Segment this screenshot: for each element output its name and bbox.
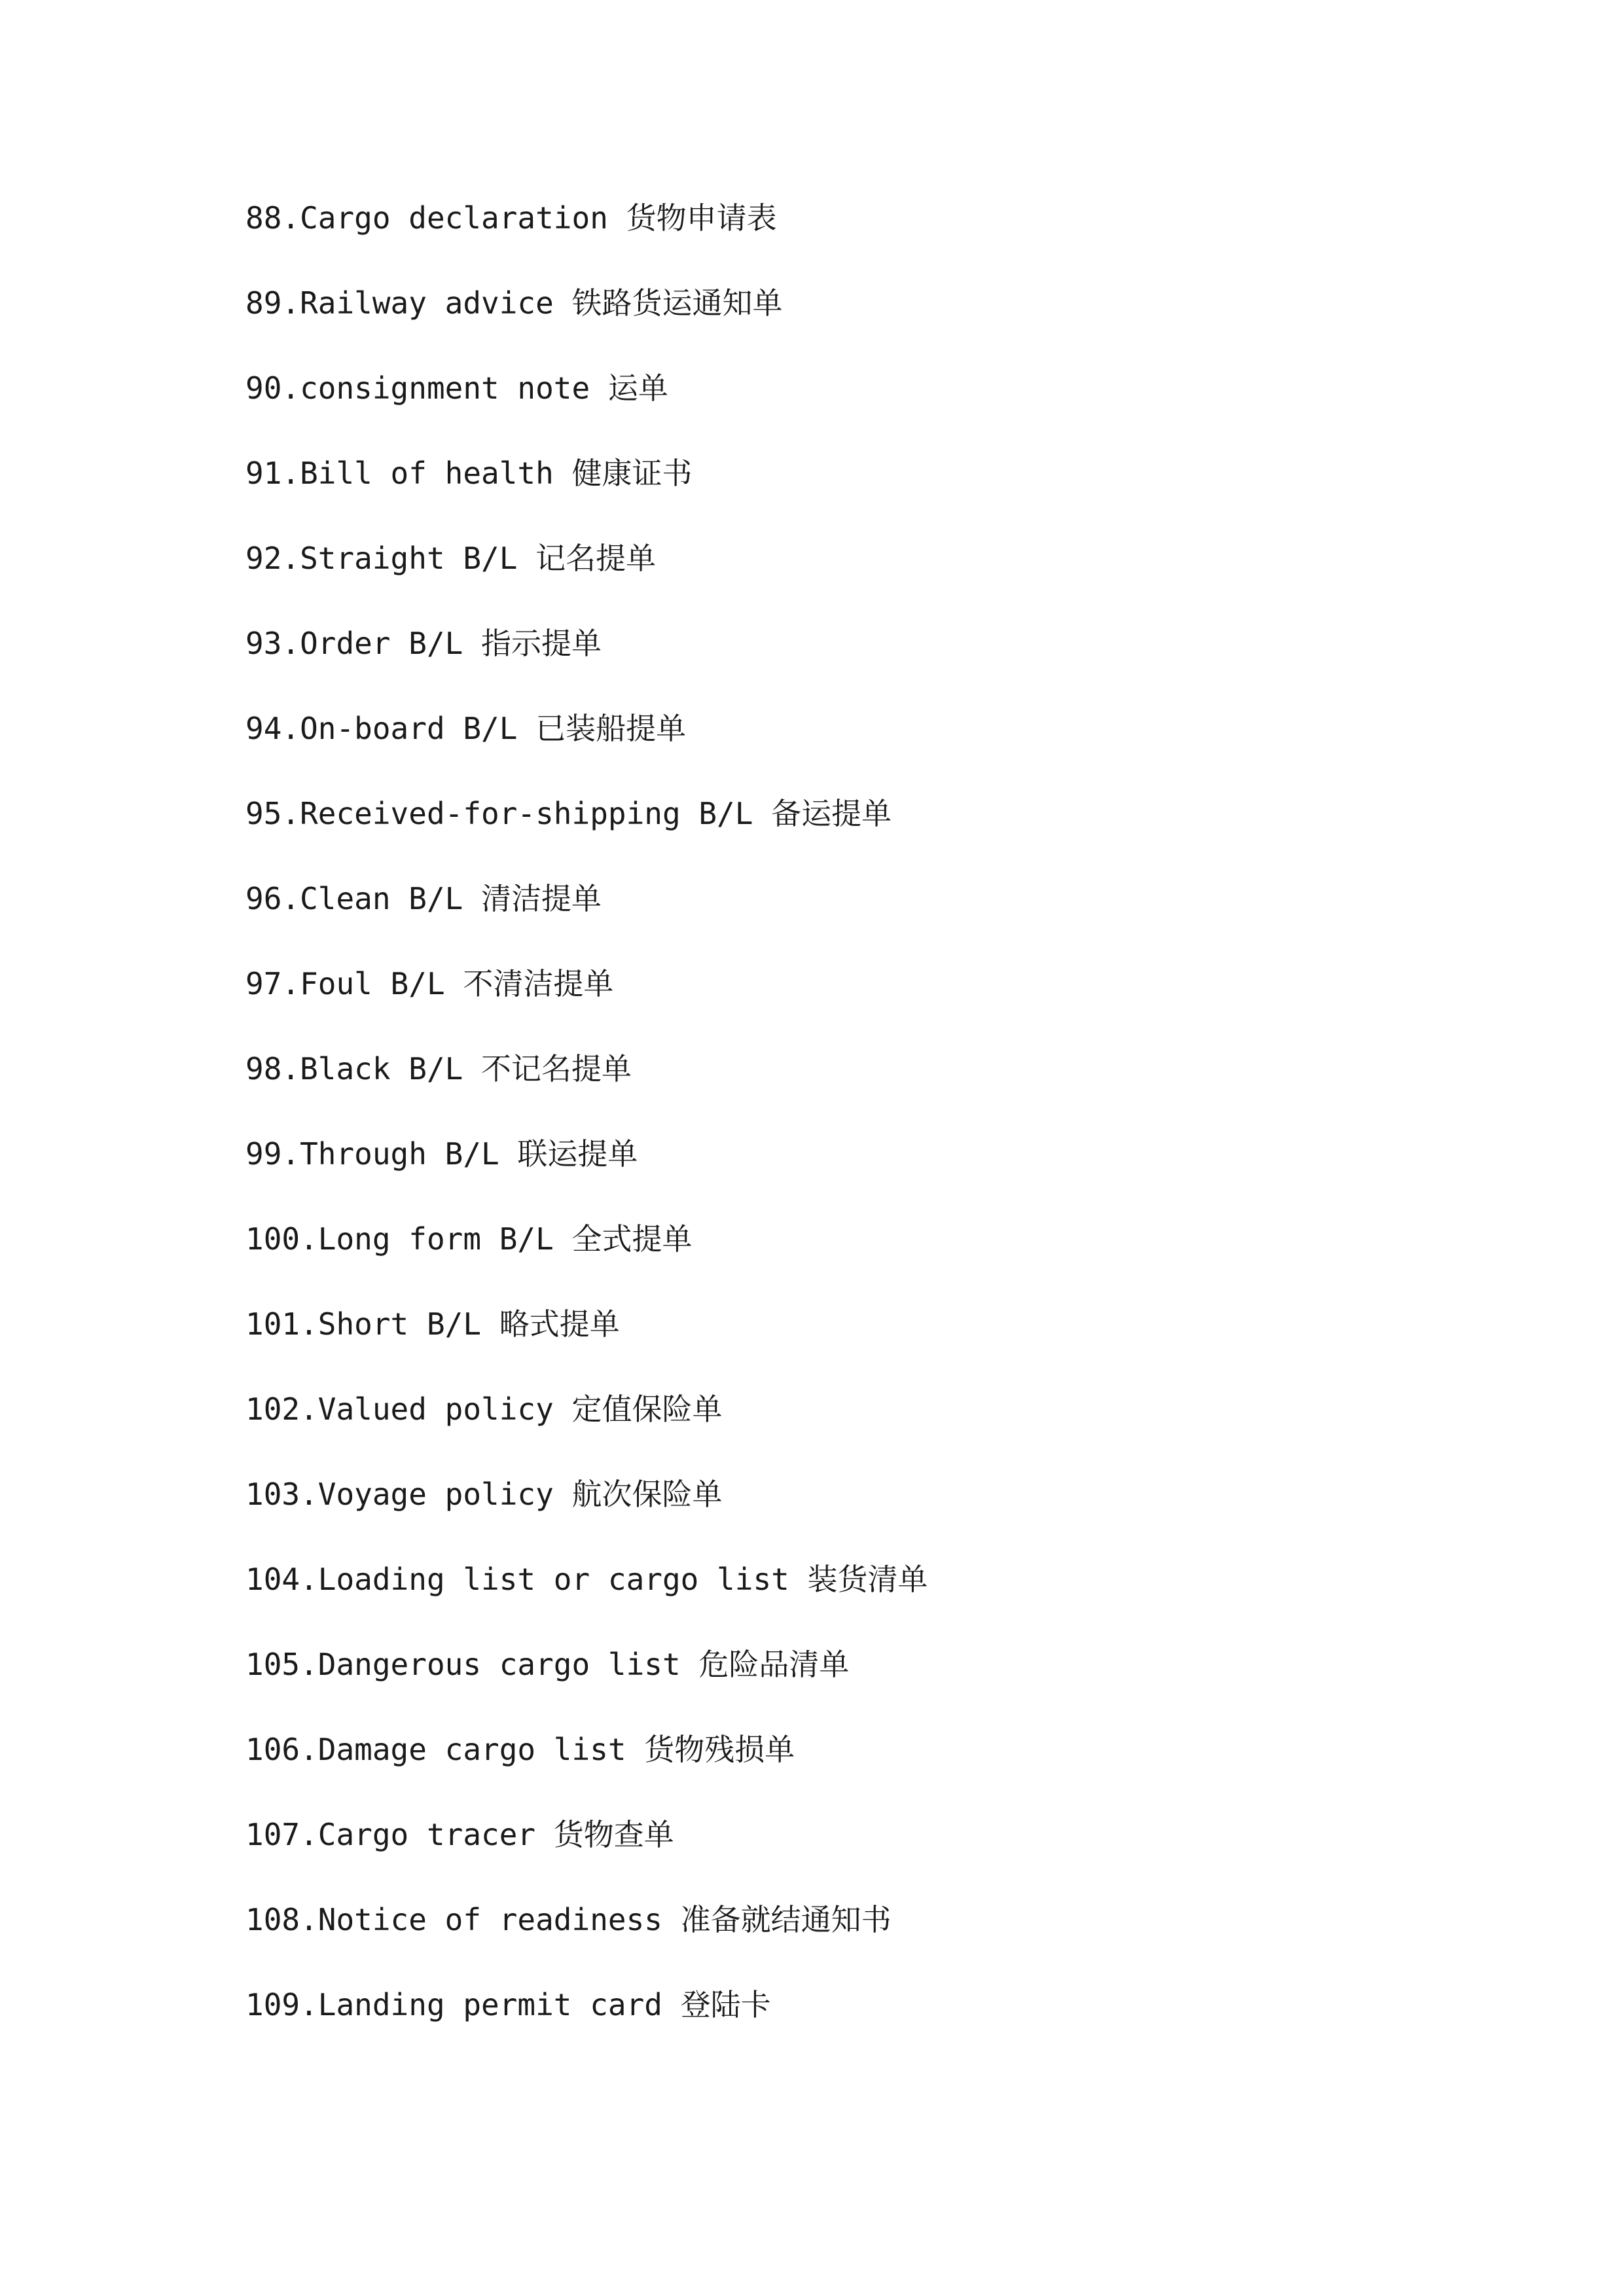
glossary-item: 106.Damage cargo list 货物残损单 — [245, 1732, 795, 1767]
glossary-item: 88.Cargo declaration 货物申请表 — [245, 200, 777, 236]
glossary-item: 107.Cargo tracer 货物查单 — [245, 1817, 674, 1852]
glossary-item: 105.Dangerous cargo list 危险品清单 — [245, 1647, 850, 1682]
glossary-item: 89.Railway advice 铁路货运通知单 — [245, 285, 783, 321]
glossary-list — [245, 195, 928, 2067]
glossary-item: 96.Clean B/L 清洁提单 — [245, 881, 602, 916]
glossary-item: 101.Short B/L 略式提单 — [245, 1306, 620, 1342]
glossary-item: 100.Long form B/L 全式提单 — [245, 1221, 693, 1257]
glossary-item: 94.On-board B/L 已装船提单 — [245, 711, 687, 746]
glossary-item: 92.Straight B/L 记名提单 — [245, 541, 657, 576]
glossary-item: 102.Valued policy 定值保险单 — [245, 1391, 723, 1427]
glossary-item: 108.Notice of readiness 准备就结通知书 — [245, 1902, 892, 1937]
glossary-item: 103.Voyage policy 航次保险单 — [245, 1477, 723, 1512]
glossary-item: 90.consignment note 运单 — [245, 370, 668, 406]
glossary-item: 109.Landing permit card 登陆卡 — [245, 1987, 771, 2022]
glossary-item: 98.Black B/L 不记名提单 — [245, 1051, 632, 1086]
glossary-item: 99.Through B/L 联运提单 — [245, 1136, 638, 1172]
glossary-item: 91.Bill of health 健康证书 — [245, 456, 693, 491]
glossary-item: 95.Received-for-shipping B/L 备运提单 — [245, 796, 892, 831]
glossary-item: 93.Order B/L 指示提单 — [245, 626, 602, 661]
glossary-item: 97.Foul B/L 不清洁提单 — [245, 966, 614, 1001]
glossary-item: 104.Loading list or cargo list 装货清单 — [245, 1562, 928, 1597]
